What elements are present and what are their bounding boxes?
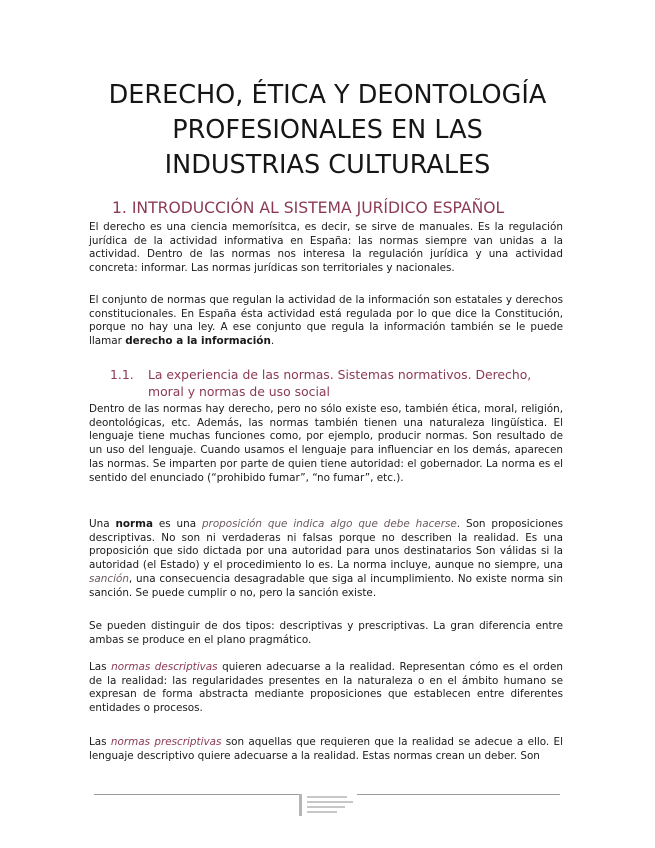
paragraph-2-bold: derecho a la información: [125, 335, 271, 348]
title-line-2: PROFESIONALES EN LAS: [172, 115, 483, 145]
p6-text-a: Las: [89, 661, 112, 673]
section-number: 1.1.: [110, 367, 134, 382]
paragraph-2-text: El conjunto de normas que regulan la actividad de la información son estatales y derechos constitucionales. En España ésta actividad está regulada por lo que dice la Constitución, porque no hay una ley. A ese conjunto que regula la información también se le puede llamar: [89, 294, 563, 348]
paragraph-7: [89, 736, 563, 763]
paragraph-6: [89, 661, 563, 716]
paragraph-4: [89, 518, 563, 600]
p4-emphasis-2: sanción: [89, 572, 129, 585]
section-heading-1-1: [110, 367, 550, 400]
p7-emphasis: normas prescriptivas: [110, 736, 222, 748]
p4-text-d: , una consecuencia desagradable que siga al incumplimiento. No existe norma sin sanción. Se puede cumplir o no, pero la sanción existe.: [89, 572, 563, 599]
p4-emphasis: proposición que indica algo que debe hacerse: [201, 518, 457, 530]
p4-text-a: Una: [89, 518, 116, 530]
p6-text-b: quieren adecuarse a la realidad. Representan cómo es el orden de la realidad: las regularidades presentes en la naturaleza o en el ámbito humano se expresan de forma abstracta mediante proposiciones que establecen entre diferentes entidades o procesos.: [89, 661, 563, 715]
p6-emphasis: normas descriptivas: [111, 661, 218, 673]
p7-text-a: Las: [89, 736, 111, 748]
paragraph-2: [89, 294, 563, 349]
title-line-1: DERECHO, ÉTICA Y DEONTOLOGÍA: [108, 80, 547, 110]
section-heading-1: 1. INTRODUCCIÓN AL SISTEMA JURÍDICO ESPAÑOL: [112, 199, 505, 217]
paragraph-2-end: .: [270, 335, 275, 348]
paragraph-5: Se pueden distinguir de dos tipos: descriptivas y prescriptivas. La gran diferencia entre ambas se produce en el plano pragmático.: [89, 620, 563, 646]
paragraph-3: Dentro de las normas hay derecho, pero no sólo existe eso, también ética, moral, religión, deontológicas, etc. Además, las normas también tienen una naturaleza lingüística. El lenguaje tiene muchas funciones como, por ejemplo, producir normas. Son resultado de un uso del lenguaje. Cuando usamos el lenguaje para influenciar en los demás, aparecen las normas. Se imparten por parte de quien tiene autoridad: el gobernador. La norma es el sentido del enunciado (“prohibido fumar”, “no fumar”, etc.).: [89, 403, 563, 484]
title-line-3: INDUSTRIAS CULTURALES: [164, 150, 491, 180]
p4-text-b: es una: [152, 518, 202, 530]
p4-text-c: . Son proposiciones descriptivas. No son ni verdaderas ni falsas porque no describen la realidad. Es una proposición que sido dictada por una autoridad para unos destinatarios Son válidas si la autoridad (el Estado) y el procedimiento lo es. La norma incluye, aunque no siempre, una: [89, 518, 563, 572]
document-title: [60, 78, 595, 183]
publisher-logo-icon: [299, 790, 357, 820]
section-heading-line-1: La experiencia de las normas. Sistemas normativos. Derecho,: [148, 367, 532, 382]
paragraph-1: El derecho es una ciencia memorísitca, es decir, se sirve de manuales. Es la regulación jurídica de la actividad informativa en España: las normas siempre van unidas a la actividad. Dentro de las normas nos interesa la regulación jurídica y una actividad concreta: informar. Las normas jurídicas son territoriales y nacionales.: [89, 221, 563, 275]
p7-text-b: son aquellas que requieren que la realidad se adecue a ello. El lenguaje descriptivo quiere adecuarse a la realidad. Estas normas crean un deber. Son: [89, 736, 563, 762]
p4-bold: norma: [115, 518, 153, 530]
section-heading-line-2: moral y normas de uso social: [148, 383, 330, 399]
